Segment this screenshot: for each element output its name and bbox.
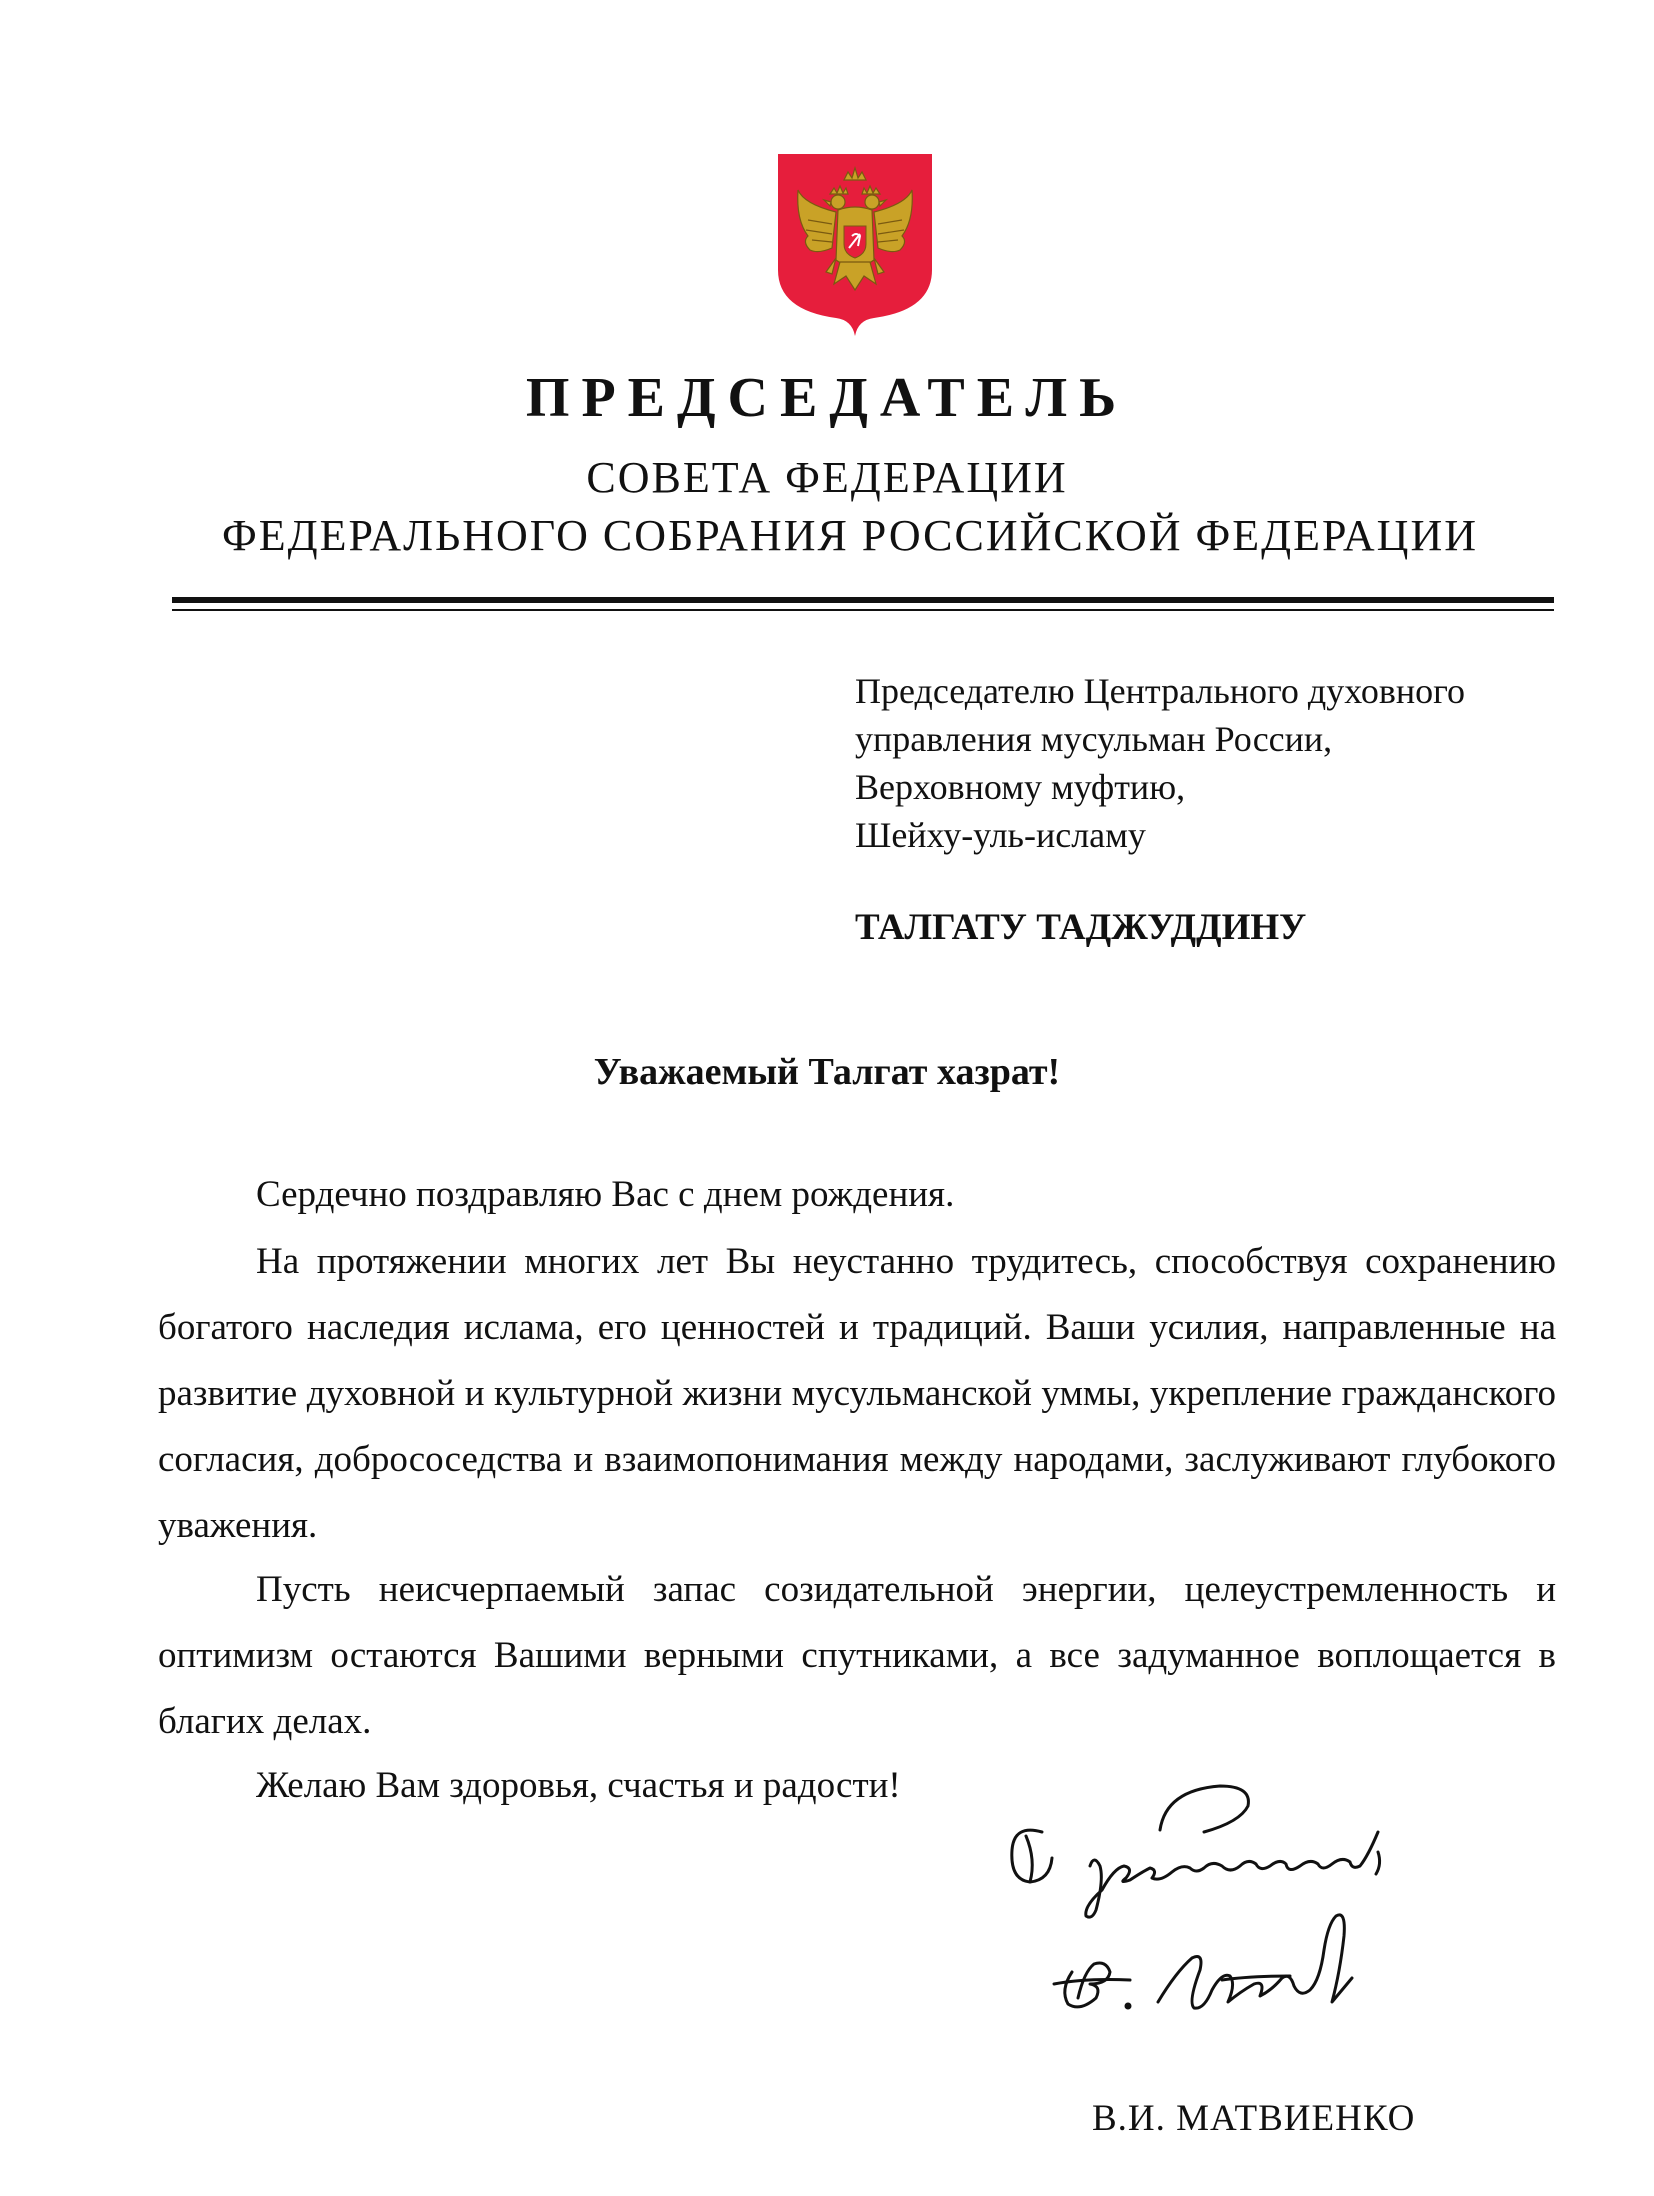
letterhead-assembly: ФЕДЕРАЛЬНОГО СОБРАНИЯ РОССИЙСКОЙ ФЕДЕРАЦИИ [221, 511, 1478, 560]
handwritten-signature [990, 1740, 1550, 2080]
addressee-line-2: управления мусульман России, [855, 719, 1333, 759]
body-paragraph-3: Пусть неисчерпаемый запас созидательной энергии, целеустремленность и оптимизм остаются Вашими верными спутниками, а все задуманное воплощается в благих делах. [158, 1569, 1556, 1742]
coat-of-arms-emblem [774, 150, 936, 336]
addressee-line-1: Председателю Центрального духовного [855, 671, 1465, 711]
addressee-line-3: Верховному муфтию, [855, 767, 1186, 807]
st-george-shield-icon [844, 226, 866, 258]
body-paragraph-1: Сердечно поздравляю Вас с днем рождения. [256, 1174, 955, 1215]
salutation: Уважаемый Талгат хазрат! [593, 1051, 1061, 1093]
letterhead-title: ПРЕДСЕДАТЕЛЬ [525, 367, 1129, 429]
letterhead-rule-thin [172, 609, 1554, 611]
body-paragraph-4: Желаю Вам здоровья, счастья и радости! [256, 1765, 901, 1806]
body-paragraph-2: На протяжении многих лет Вы неустанно трудитесь, способствуя сохранению богатого наследия ислама, его ценностей и традиций. Ваши усилия, направленные на развитие духовной и культурной жизни мусульманской уммы, укрепление гражданского согласия, добрососедства и взаимопонимания между народами, заслуживают глубокого уважения. [158, 1241, 1556, 1546]
letterhead-council: СОВЕТА ФЕДЕРАЦИИ [586, 453, 1068, 502]
letterhead-rule-thick [172, 597, 1554, 603]
addressee-line-4: Шейху-уль-исламу [855, 815, 1146, 855]
signer-name: В.И. МАТВИЕНКО [1092, 2098, 1416, 2139]
addressee-name: ТАЛГАТУ ТАДЖУДДИНУ [855, 907, 1307, 948]
